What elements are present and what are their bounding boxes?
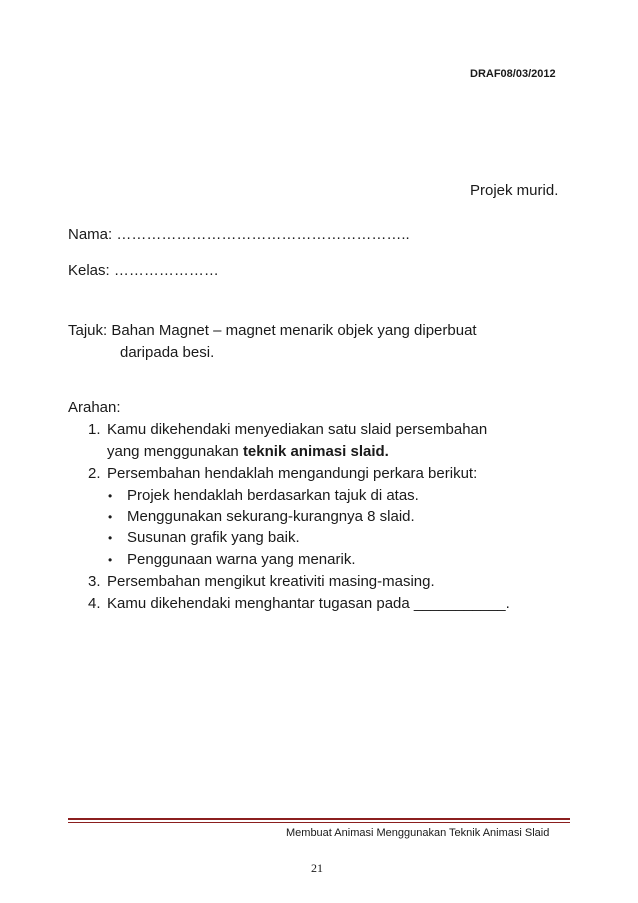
bullet-item-2: Menggunakan sekurang-kurangnya 8 slaid. [127,508,415,525]
bullet-icon: • [108,510,113,524]
item-4-text: Kamu dikehendaki menghantar tugasan pada ___________. [107,595,510,612]
class-field-line: Kelas: ………………… [68,262,219,279]
bullet-icon: • [108,531,113,545]
bullet-item-4: Penggunaan warna yang menarik. [127,551,356,568]
item-4-number: 4. [88,595,101,612]
item-1-text-bold: teknik animasi slaid. [242,443,389,460]
item-2-number: 2. [88,465,101,482]
footer-divider [68,818,570,820]
bullet-icon: • [108,489,113,503]
bullet-icon: • [108,553,113,567]
item-1-number: 1. [88,421,101,438]
item-2-text: Persembahan hendaklah mengandungi perkara berikut: [107,465,478,482]
project-type-label: Projek murid. [470,182,559,199]
item-3-text: Persembahan mengikut kreativiti masing-masing. [107,573,435,590]
name-field-line: Nama: ………………………………………………….. [68,226,410,243]
page-number: 21 [311,861,323,875]
footer-title: Membuat Animasi Menggunakan Teknik Animasi Slaid [286,827,550,839]
draft-date-label: DRAF08/03/2012 [470,68,556,80]
bullet-item-3: Susunan grafik yang baik. [127,529,300,546]
topic-line-2: daripada besi. [120,344,215,361]
instructions-title: Arahan: [68,399,121,416]
item-3-number: 3. [88,573,101,590]
topic-line-1: Tajuk: Bahan Magnet – magnet menarik objek yang diperbuat [68,322,477,339]
item-1-text-plain: yang menggunakan [107,443,243,460]
footer-divider-thin [68,822,570,823]
item-1-text: Kamu dikehendaki menyediakan satu slaid persembahan [107,421,488,438]
bullet-item-1: Projek hendaklah berdasarkan tajuk di atas. [127,487,419,504]
item-1-text-continued [107,443,389,460]
